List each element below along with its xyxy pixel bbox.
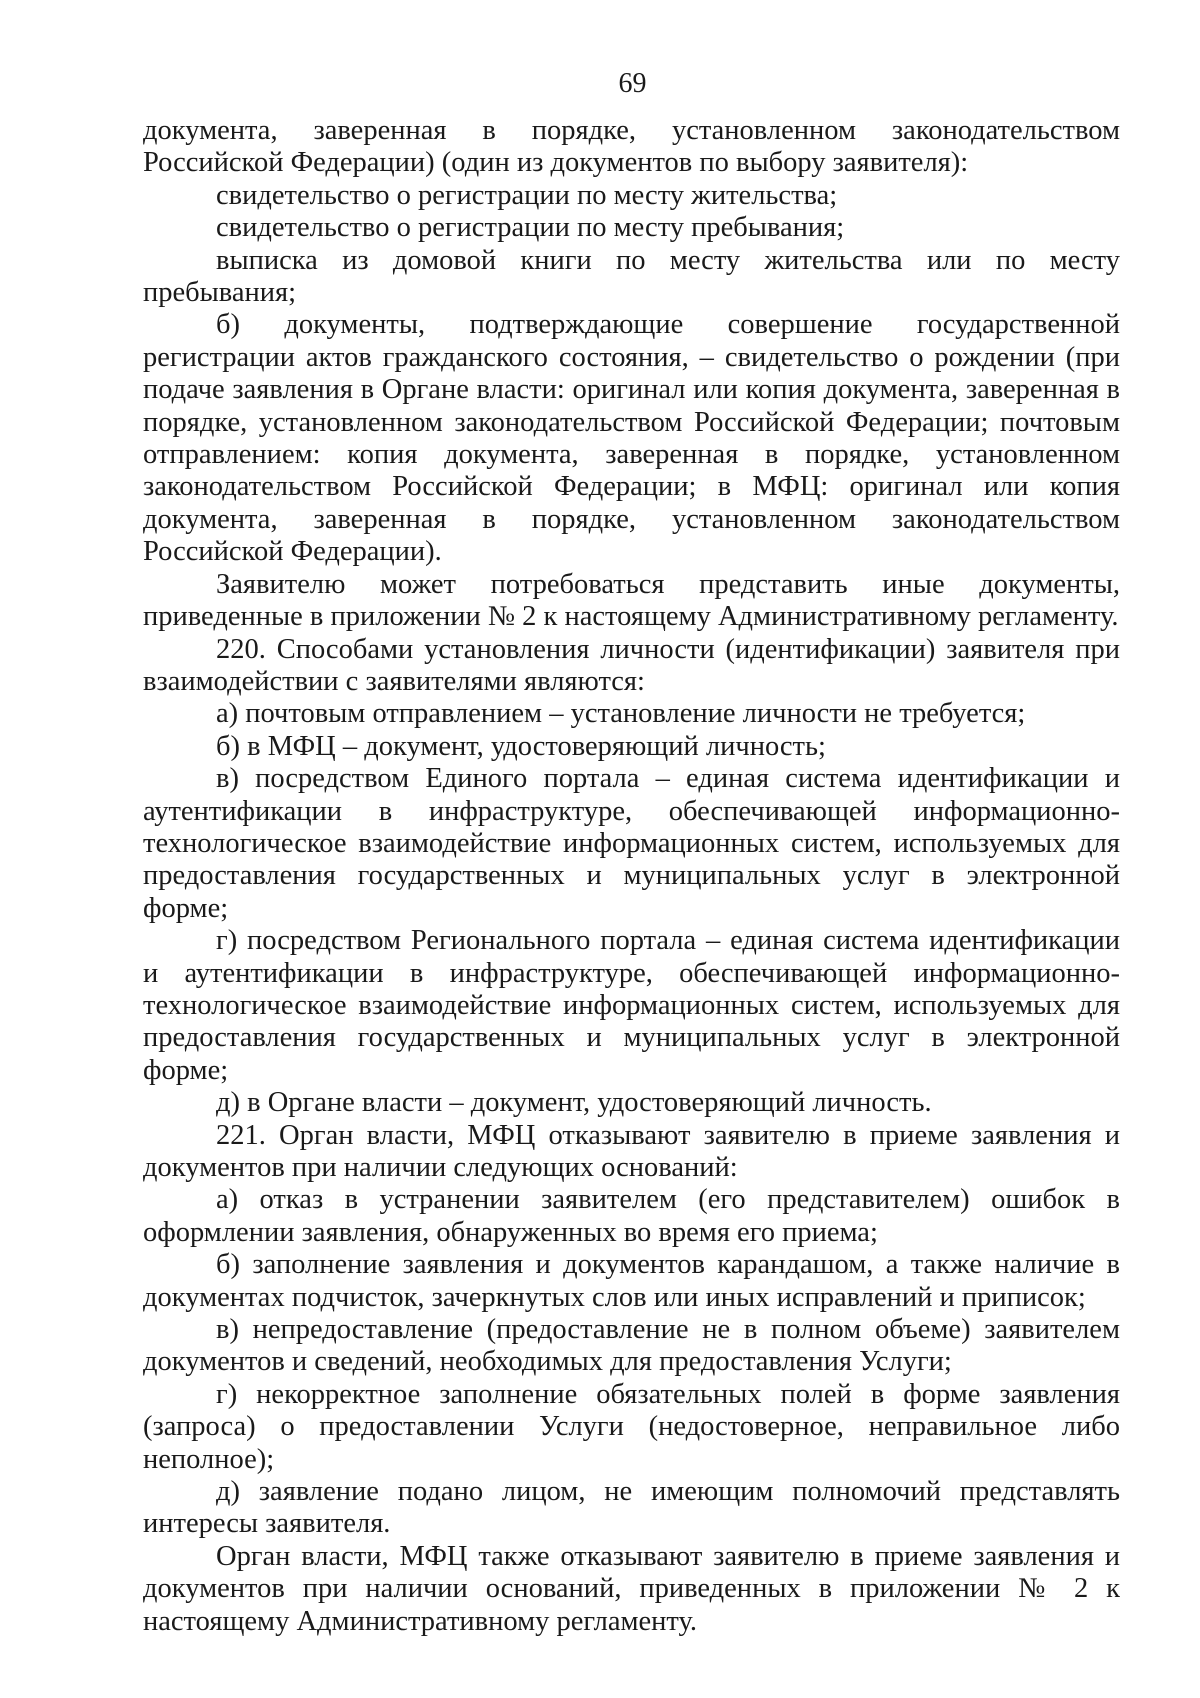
paragraph: свидетельство о регистрации по месту пребывания; bbox=[216, 212, 845, 244]
paragraph: Орган власти, МФЦ также отказывают заявителю в приеме заявления и документов при наличии оснований, приведенных в приложении № 2 к настоящему Административному регламенту. bbox=[143, 1540, 1120, 1637]
paragraph: 221. Орган власти, МФЦ отказывают заявителю в приеме заявления и документов при наличии следующих оснований: bbox=[143, 1119, 1120, 1183]
paragraph: Заявителю может потребоваться представить иные документы, приведенные в приложении № 2 к настоящему Административному регламенту. bbox=[143, 568, 1120, 633]
paragraph: документа, заверенная в порядке, установленном законодательством Российской Федерации) (один из документов по выбору заявителя): bbox=[143, 115, 1120, 179]
document-body bbox=[143, 115, 1120, 1638]
paragraph: в) посредством Единого портала – единая система идентификации и аутентификации в инфраструктуре, обеспечивающей информационно-технологическое взаимодействие информационных систем, используемых для предоставления государственных и муниципальных услуг в электронной форме; bbox=[143, 763, 1120, 924]
paragraph: в) непредоставление (предоставление не в полном объеме) заявителем документов и сведений, необходимых для предоставления Услуги; bbox=[143, 1314, 1120, 1378]
paragraph: выписка из домовой книги по месту жительства или по месту пребывания; bbox=[143, 244, 1120, 309]
paragraph: а) отказ в устранении заявителем (его представителем) ошибок в оформлении заявления, обнаруженных во время его приема; bbox=[143, 1184, 1120, 1248]
paragraph: а) почтовым отправлением – установление личности не требуется; bbox=[216, 698, 1026, 730]
paragraph: г) посредством Регионального портала – единая система идентификации и аутентификации в инфраструктуре, обеспечивающей информационно-технологическое взаимодействие информационных систем, используемых для предоставления государственных и муниципальных услуг в электронной форме; bbox=[143, 925, 1120, 1086]
page-number: 69 bbox=[618, 68, 647, 99]
paragraph: свидетельство о регистрации по месту жительства; bbox=[216, 179, 838, 211]
paragraph: б) заполнение заявления и документов карандашом, а также наличие в документах подчисток, зачеркнутых слов или иных исправлений и приписок; bbox=[143, 1249, 1120, 1313]
paragraph: д) заявление подано лицом, не имеющим полномочий представлять интересы заявителя. bbox=[143, 1476, 1120, 1540]
paragraph: г) некорректное заполнение обязательных полей в форме заявления (запроса) о предоставлении Услуги (недостоверное, неправильное либо неполное); bbox=[143, 1378, 1120, 1475]
paragraph: 220. Способами установления личности (идентификации) заявителя при взаимодействии с заявителями являются: bbox=[143, 633, 1120, 697]
paragraph: д) в Органе власти – документ, удостоверяющий личность. bbox=[216, 1087, 932, 1119]
paragraph: б) документы, подтверждающие совершение государственной регистрации актов гражданского состояния, – свидетельство о рождении (при подаче заявления в Органе власти: оригинал или копия документа, заверенная в порядке, установленном законодательством Российской Федерации; почтовым отправлением: копия документа, заверенная в порядке, установленном законодательством Российской Федерации; в МФЦ: оригинал или копия документа, заверенная в порядке, установленном законодательством Российской Федерации). bbox=[143, 309, 1120, 568]
paragraph: б) в МФЦ – документ, удостоверяющий личность; bbox=[216, 730, 826, 762]
